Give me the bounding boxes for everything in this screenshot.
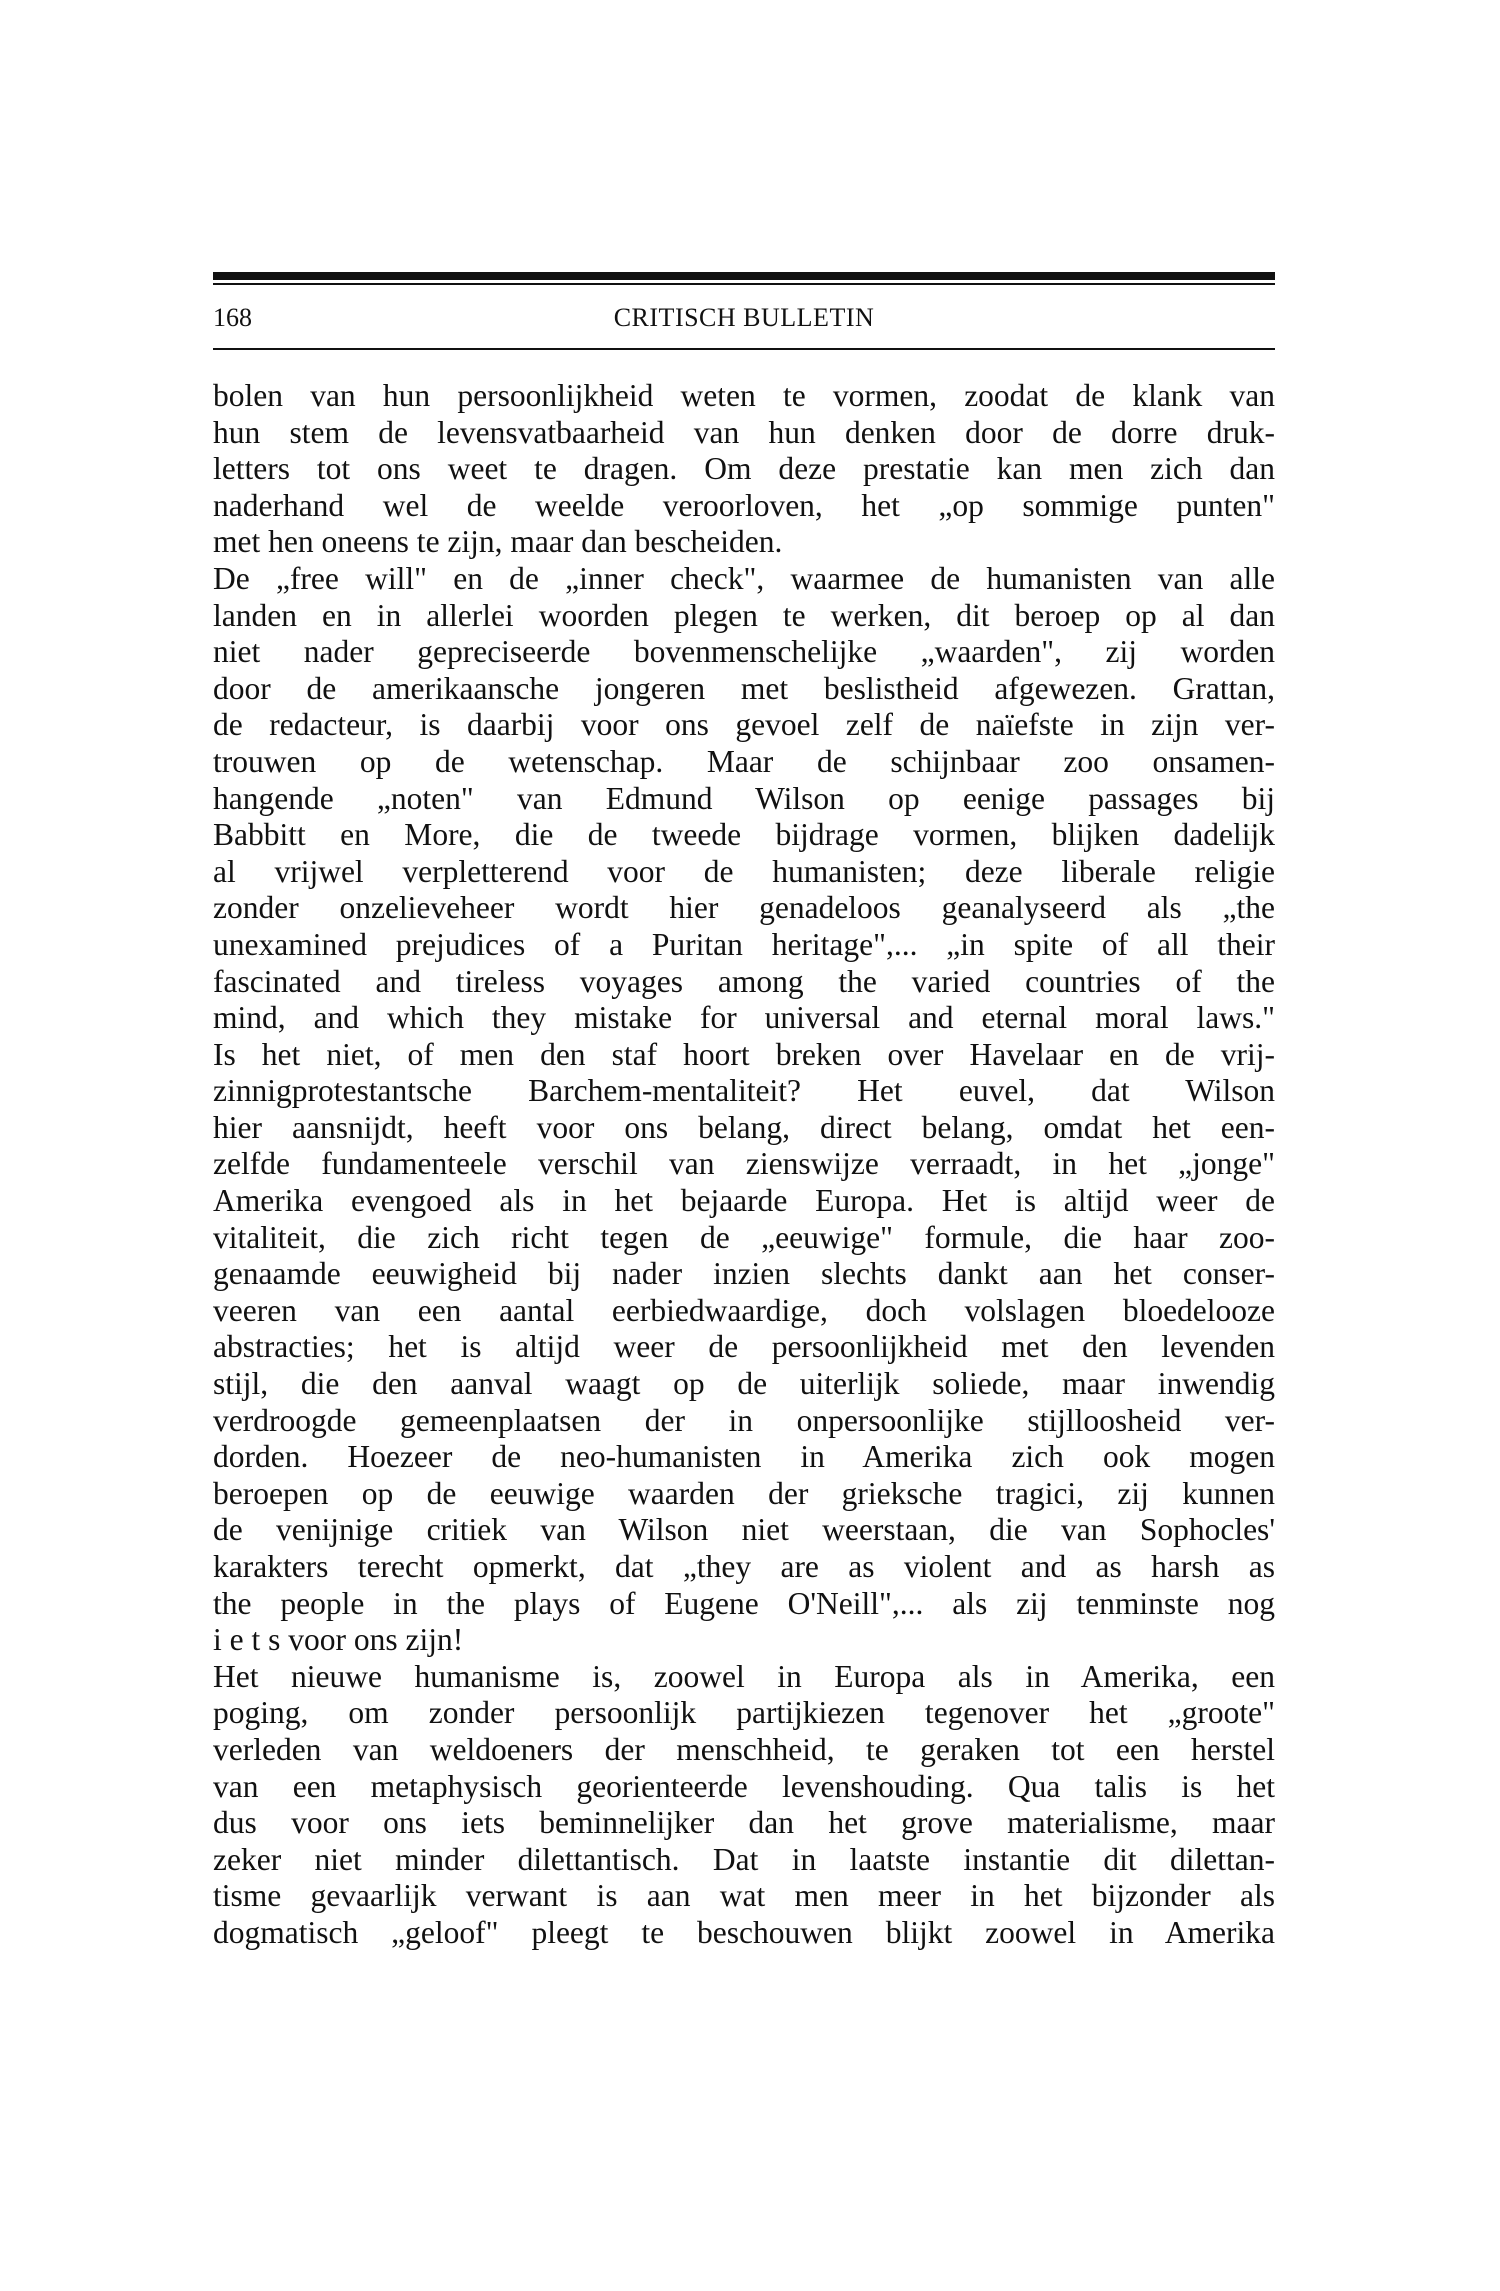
text-line: fascinated and tireless voyages among the varied countries of the [213,963,1275,999]
text-line: dogmatisch „geloof" pleegt te beschouwen blijkt zoowel in Amerika [213,1914,1275,1950]
text-line: met hen oneens te zijn, maar dan bescheiden. [213,524,783,560]
text-line: de venijnige critiek van Wilson niet weerstaan, die van Sophocles' [213,1512,1275,1548]
text-line: stijl, die den aanval waagt op de uiterlijk soliede, maar inwendig [213,1366,1275,1402]
text-line: zeker niet minder dilettantisch. Dat in laatste instantie dit dilettan- [213,1841,1275,1877]
text-line: hangende „noten" van Edmund Wilson op eenige passages bij [213,780,1275,816]
text-line: hun stem de levensvatbaarheid van hun denken door de dorre druk- [213,414,1275,450]
text-line: landen en in allerlei woorden plegen te werken, dit beroep op al dan [213,597,1275,633]
text-line: karakters terecht opmerkt, dat „they are as violent and as harsh as [213,1549,1275,1584]
text-line: verdroogde gemeenplaatsen der in onpersoonlijke stijlloosheid ver- [213,1402,1275,1438]
text-line: zonder onzelieveheer wordt hier genadeloos geanalyseerd als „the [213,890,1275,926]
running-header [213,298,1275,338]
text-line: dorden. Hoezeer de neo-humanisten in Amerika zich ook mogen [213,1439,1275,1475]
text-line: door de amerikaansche jongeren met beslistheid afgewezen. Grattan, [213,670,1275,706]
text-line: naderhand wel de weelde veroorloven, het „op sommige punten" [213,487,1275,523]
text-line: Is het niet, of men den staf hoort breken over Havelaar en de vrij- [213,1036,1275,1072]
text-line: trouwen op de wetenschap. Maar de schijnbaar zoo onsamen- [213,743,1275,779]
text-line: i e t s voor ons zijn! [213,1622,464,1658]
text-line: mind, and which they mistake for universal and eternal moral laws." [213,1000,1275,1036]
text-line: vitaliteit, die zich richt tegen de „eeuwige" formule, die haar zoo- [213,1219,1275,1255]
page-number: 168 [213,303,252,332]
body-text [213,378,1275,1952]
text-line: Het nieuwe humanisme is, zoowel in Europa als in Amerika, een [213,1658,1275,1694]
header-underline-rule [213,348,1275,350]
text-line: the people in the plays of Eugene O'Neill",... als zij tenminste nog [213,1585,1275,1621]
text-line: veeren van een aantal eerbiedwaardige, doch volslagen bloedelooze [213,1292,1275,1328]
text-line: van een metaphysisch georienteerde levenshouding. Qua talis is het [213,1768,1275,1804]
text-line: genaamde eeuwigheid bij nader inzien slechts dankt aan het conser- [213,1256,1275,1292]
text-line: letters tot ons weet te dragen. Om deze prestatie kan men zich dan [213,451,1275,487]
text-line: tisme gevaarlijk verwant is aan wat men meer in het bijzonder als [213,1878,1275,1914]
text-line: Amerika evengoed als in het bejaarde Europa. Het is altijd weer de [213,1183,1275,1219]
text-line: Babbitt en More, die de tweede bijdrage vormen, blijken dadelijk [213,817,1275,853]
header-rule-thick [213,272,1275,280]
text-line: verleden van weldoeners der menschheid, te geraken tot een herstel [213,1731,1275,1767]
text-line: zelfde fundamenteele verschil van zienswijze verraadt, in het „jonge" [213,1146,1275,1182]
text-line: hier aansnijdt, heeft voor ons belang, direct belang, omdat het een- [213,1109,1275,1145]
text-line: bolen van hun persoonlijkheid weten te vormen, zoodat de klank van [213,378,1275,413]
text-line: unexamined prejudices of a Puritan heritage",... „in spite of all their [213,926,1275,962]
text-line: beroepen op de eeuwige waarden der grieksche tragici, zij kunnen [213,1475,1275,1511]
text-line: dus voor ons iets beminnelijker dan het grove materialisme, maar [213,1805,1275,1841]
text-line: de redacteur, is daarbij voor ons gevoel zelf de naïefste in zijn ver- [213,707,1275,743]
text-line: zinnigprotestantsche Barchem-mentaliteit? Het euvel, dat Wilson [213,1073,1275,1109]
text-line: al vrijwel verpletterend voor de humanisten; deze liberale religie [213,853,1275,889]
book-page [213,0,1275,2291]
header-rule-thin [213,283,1275,285]
text-line: niet nader gepreciseerde bovenmenschelijke „waarden", zij worden [213,634,1275,670]
running-title: CRITISCH BULLETIN [613,303,875,332]
text-line: abstracties; het is altijd weer de persoonlijkheid met den levenden [213,1329,1275,1365]
text-line: De „free will" en de „inner check", waarmee de humanisten van alle [213,560,1275,596]
text-line: poging, om zonder persoonlijk partijkiezen tegenover het „groote" [213,1695,1275,1731]
